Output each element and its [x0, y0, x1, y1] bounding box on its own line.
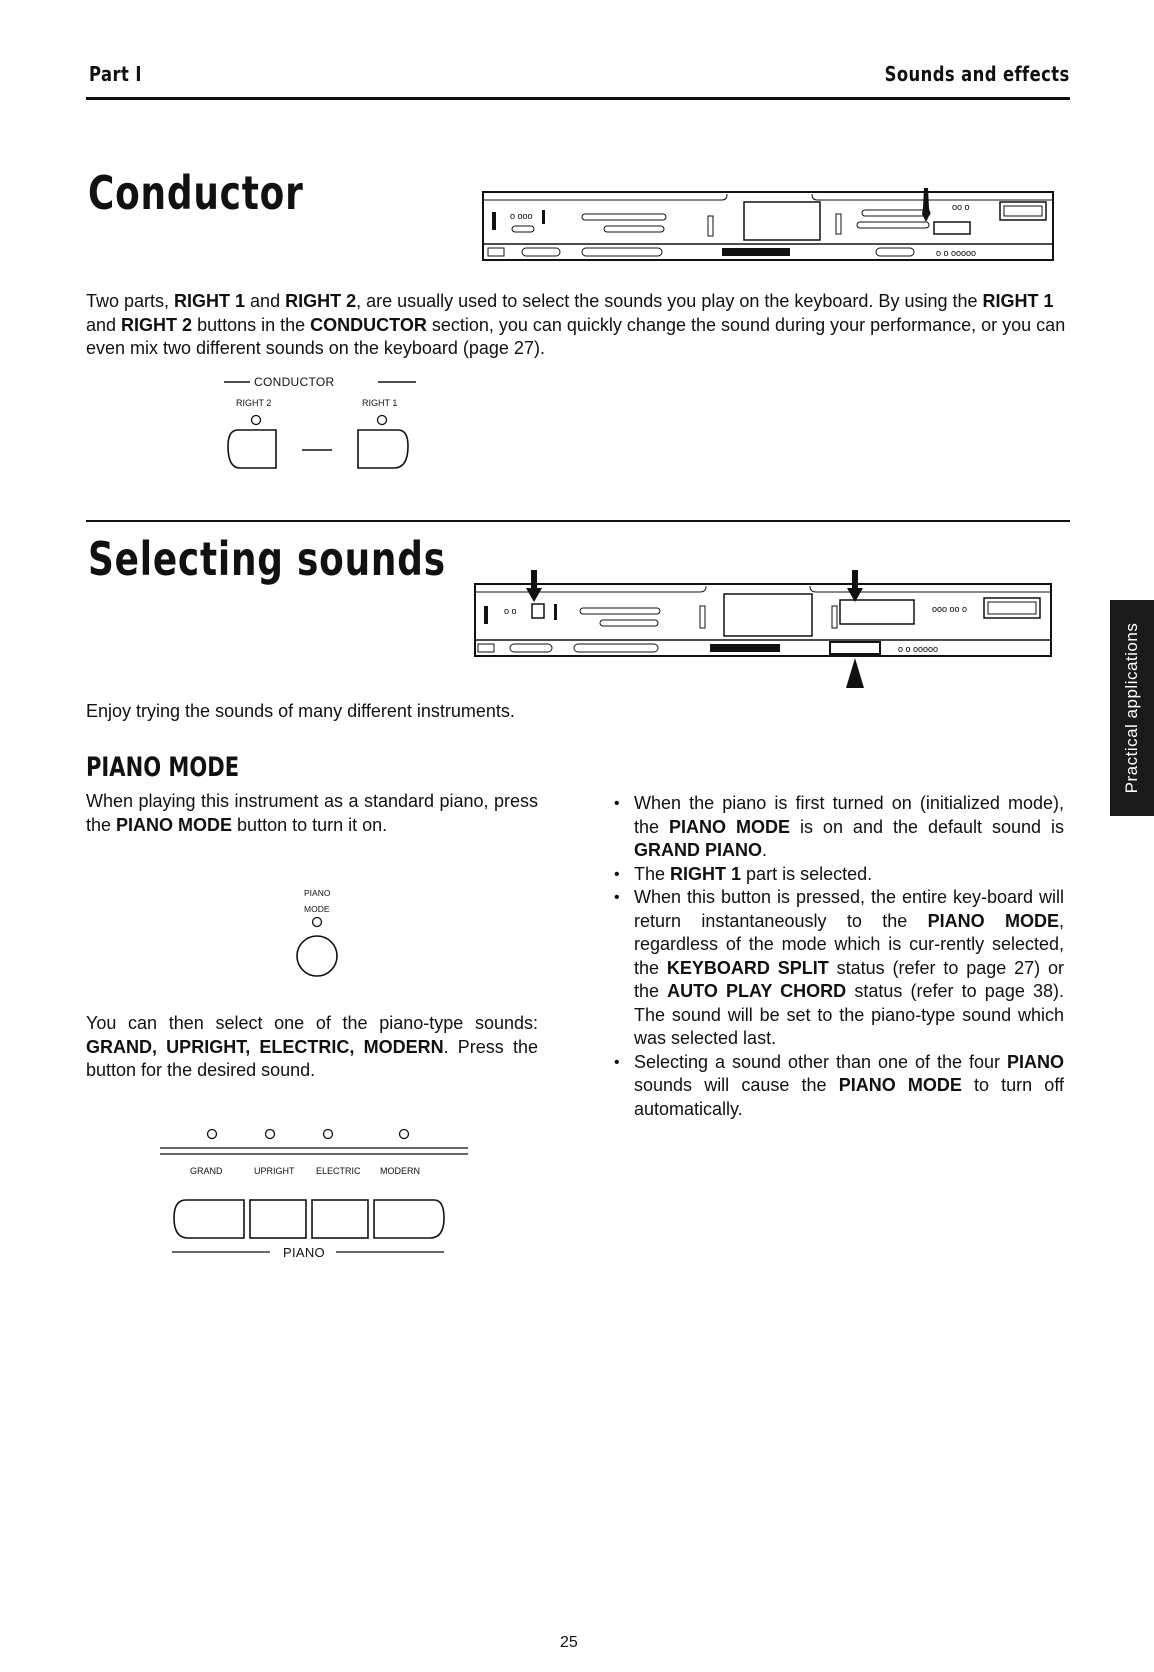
- bold-term: GRAND, UPRIGHT, ELECTRIC, MODERN: [86, 1036, 444, 1057]
- selecting-panel-diagram: [474, 570, 1054, 690]
- bullet-item: • The RIGHT 1 part is selected.: [612, 863, 1064, 887]
- piano-mode-para2-text: You can then select one of the piano-type sounds: GRAND, UPRIGHT, ELECTRIC, MODERN. Press the button for the desired sound.: [86, 1013, 538, 1080]
- piano-mode-para2: [86, 1012, 538, 1083]
- bullet-item: • When this button is pressed, the entire key-board will return instantaneously to the PIANO MODE, regardless of the mode which is cur-rently selected, the KEYBOARD SPLIT status (refer to page 27) or the AUTO PLAY CHORD status (refer to page 38). The sound will be set to the piano-type sound which was selected last.: [612, 886, 1064, 1051]
- piano-button-label-grand: GRAND: [190, 1166, 223, 1176]
- header-part: Part I: [89, 62, 142, 86]
- side-tab: [1110, 600, 1154, 816]
- bold-term: RIGHT 1: [982, 291, 1054, 311]
- bold-term: RIGHT 2: [121, 314, 193, 335]
- right1-label: RIGHT 1: [362, 398, 398, 408]
- piano-mode-bullet-list: [612, 792, 1064, 1121]
- piano-mode-button-label-1: PIANO: [304, 888, 331, 898]
- bold-term: PIANO MODE: [838, 1075, 962, 1095]
- svg-text:o o ooooo: o o ooooo: [898, 644, 939, 654]
- piano-mode-title: PIANO MODE: [86, 752, 240, 783]
- section-rule: [86, 520, 1070, 522]
- conductor-paragraph: [86, 290, 1066, 361]
- header-rule: [86, 97, 1070, 100]
- bold-term: PIANO MODE: [927, 910, 1059, 931]
- svg-text:oo o: oo o: [952, 202, 970, 212]
- piano-group-label: PIANO: [283, 1245, 325, 1260]
- piano-mode-button-label-2: MODE: [304, 904, 330, 914]
- conductor-section-label: CONDUCTOR: [254, 375, 335, 389]
- bold-term: RIGHT 2: [285, 291, 357, 311]
- header-section: Sounds and effects: [884, 62, 1070, 86]
- bold-term: CONDUCTOR: [310, 314, 427, 335]
- svg-text:ooo oo o: ooo oo o: [932, 604, 968, 614]
- page-number: 25: [560, 1634, 578, 1651]
- svg-text:o o: o o: [504, 606, 517, 616]
- piano-mode-para1-text: When playing this instrument as a standard piano, press the PIANO MODE button to turn it on.: [86, 791, 538, 835]
- conductor-title: Conductor: [88, 166, 304, 220]
- bold-term: GRAND PIANO: [634, 840, 763, 860]
- selecting-intro: Enjoy trying the sounds of many different instruments.: [86, 701, 515, 721]
- svg-text:o ooo: o ooo: [510, 211, 533, 221]
- selecting-sounds-title: Selecting sounds: [88, 532, 446, 586]
- bullet-item: • Selecting a sound other than one of the four PIANO sounds will cause the PIANO MODE to turn off automatically.: [612, 1051, 1064, 1122]
- bold-term: KEYBOARD SPLIT: [666, 957, 829, 978]
- bold-term: RIGHT 1: [174, 291, 246, 311]
- bullet-item: • When the piano is first turned on (initialized mode), the PIANO MODE is on and the default sound is GRAND PIANO.: [612, 792, 1064, 863]
- conductor-panel-diagram: [482, 188, 1054, 262]
- bold-term: PIANO: [1006, 1051, 1064, 1072]
- bold-term: PIANO MODE: [669, 816, 790, 837]
- conductor-paragraph-text: Two parts, RIGHT 1 and RIGHT 2, are usually used to select the sounds you play on the keyboard. By using the RIGHT 1 and RIGHT 2 buttons in the CONDUCTOR section, you can quickly change the sound during your performance, or you can even mix two different sounds on the keyboard (page 27).: [86, 291, 1066, 358]
- side-tab-label: Practical applications: [1122, 622, 1141, 794]
- piano-button-label-electric: ELECTRIC: [316, 1166, 361, 1176]
- piano-button-label-upright: UPRIGHT: [254, 1166, 295, 1176]
- piano-button-label-modern: MODERN: [380, 1166, 420, 1176]
- piano-mode-para1: [86, 790, 538, 837]
- svg-text:o o ooooo: o o ooooo: [936, 248, 977, 258]
- right2-label: RIGHT 2: [236, 398, 272, 408]
- bold-term: PIANO MODE: [116, 814, 233, 835]
- bold-term: AUTO PLAY CHORD: [667, 981, 847, 1001]
- bold-term: RIGHT 1: [670, 863, 742, 884]
- piano-mode-notes: [612, 792, 1064, 1121]
- piano-mode-button-diagram: [292, 916, 342, 980]
